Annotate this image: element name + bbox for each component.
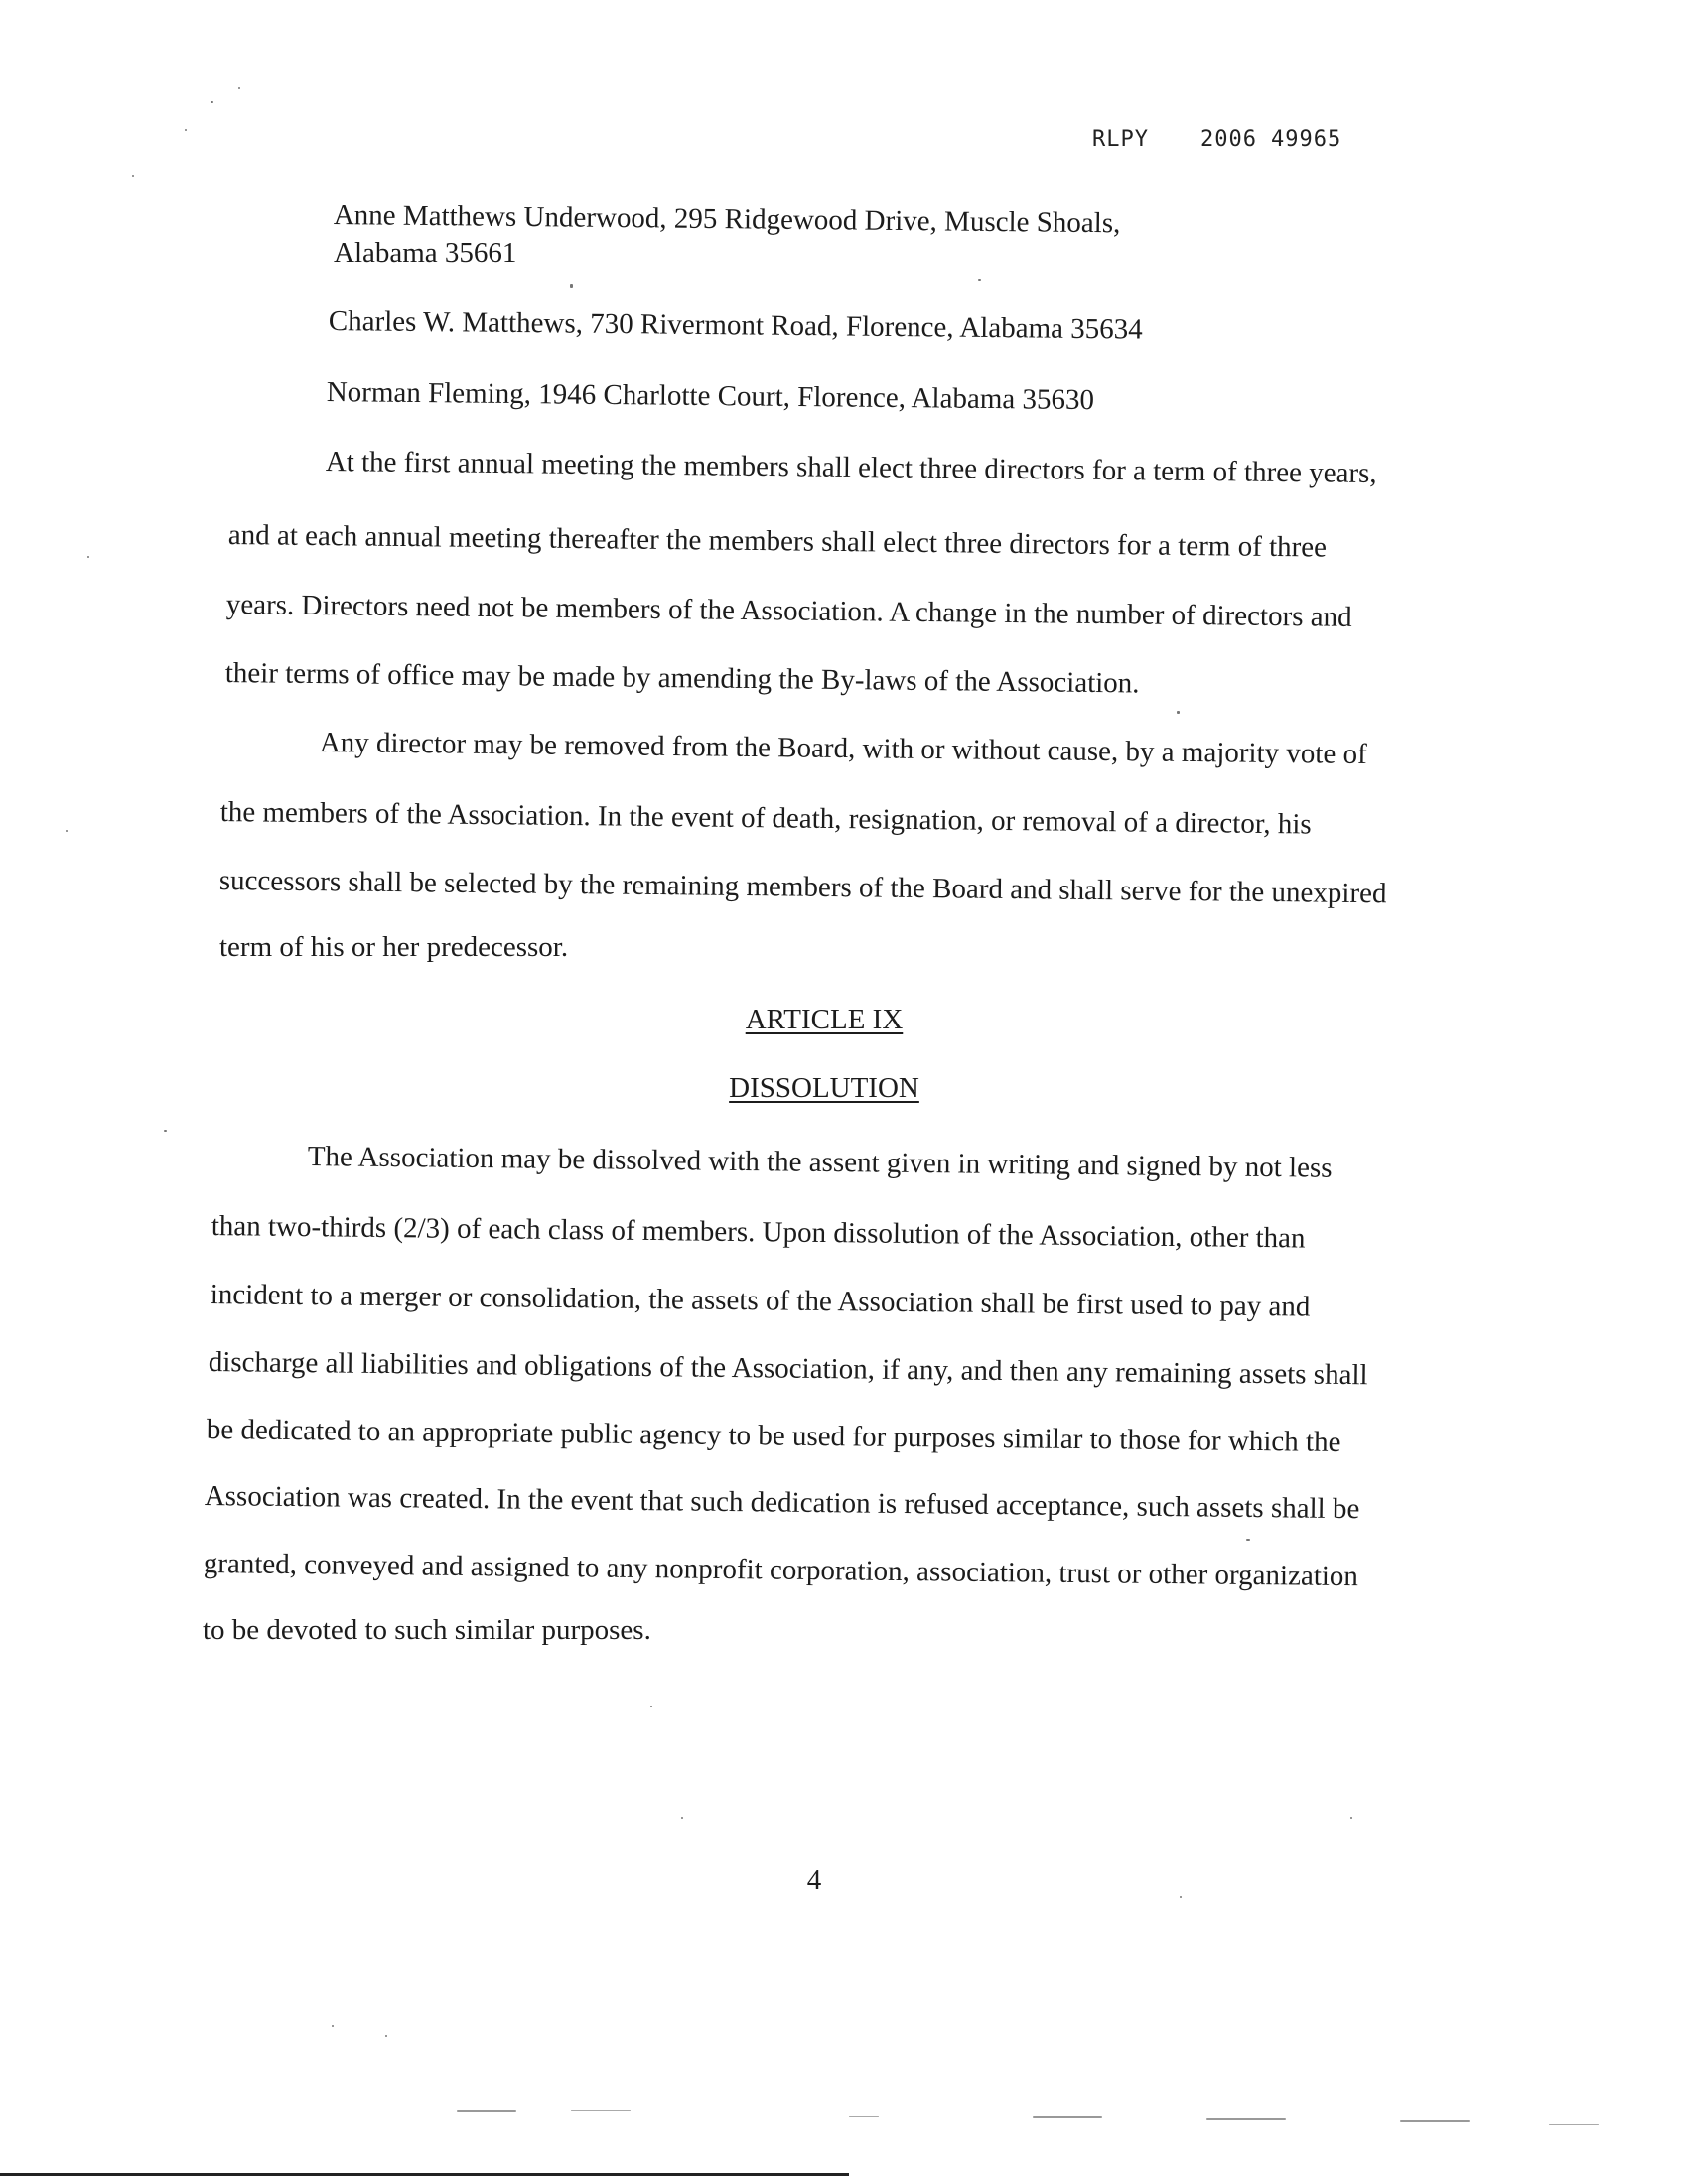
article-number: ARTICLE IX bbox=[745, 1004, 904, 1035]
terms-paragraph-line: years. Directors need not be members of the Association. A change in the number of directors and bbox=[225, 588, 1352, 633]
director-address-fleming: Norman Fleming, 1946 Charlotte Court, Florence, Alabama 35630 bbox=[326, 375, 1095, 417]
scan-speck bbox=[457, 2110, 516, 2112]
scan-speck bbox=[978, 279, 981, 281]
scan-speck bbox=[570, 284, 573, 288]
scan-speck bbox=[1177, 711, 1180, 714]
scan-speck bbox=[1180, 1896, 1182, 1898]
scan-speck bbox=[650, 1706, 652, 1707]
scan-speck bbox=[211, 101, 213, 103]
dissolution-paragraph-line: Association was created. In the event that such dedication is refused acceptance, such assets shall be bbox=[204, 1479, 1360, 1526]
removal-paragraph-line: successors shall be selected by the remaining members of the Board and shall serve for the unexpired bbox=[218, 864, 1387, 910]
scan-speck bbox=[1246, 1539, 1250, 1541]
scan-speck bbox=[132, 175, 134, 177]
scan-speck bbox=[87, 556, 89, 558]
scan-speck bbox=[332, 2025, 334, 2027]
scan-bottom-edge bbox=[0, 2173, 849, 2176]
rlpy-label: RLPY bbox=[1092, 127, 1149, 152]
scan-speck bbox=[1033, 2116, 1102, 2118]
terms-paragraph-line: At the first annual meeting the members shall elect three directors for a term of three years, bbox=[325, 445, 1377, 490]
article-title: DISSOLUTION bbox=[729, 1072, 919, 1104]
scan-speck bbox=[1549, 2124, 1599, 2125]
scan-speck bbox=[1350, 1817, 1352, 1819]
dissolution-paragraph-line: incident to a merger or consolidation, the assets of the Association shall be first used to pay and bbox=[210, 1278, 1311, 1323]
director-address-underwood-cont: Alabama 35661 bbox=[334, 237, 517, 269]
scan-speck bbox=[571, 2110, 631, 2111]
removal-paragraph-line: the members of the Association. In the event of death, resignation, or removal of a director, his bbox=[219, 795, 1312, 841]
scan-speck bbox=[849, 2116, 879, 2117]
scan-speck bbox=[1400, 2120, 1470, 2122]
scan-speck bbox=[1206, 2118, 1286, 2120]
removal-paragraph-line: term of his or her predecessor. bbox=[219, 931, 569, 963]
scan-speck bbox=[185, 129, 187, 131]
recording-year: 2006 bbox=[1199, 127, 1257, 152]
dissolution-paragraph-line: discharge all liabilities and obligations of the Association, if any, and then any remaining assets shall bbox=[208, 1345, 1368, 1392]
page-number: 4 bbox=[806, 1864, 822, 1896]
recording-number: 49965 bbox=[1270, 127, 1342, 152]
removal-paragraph-line: Any director may be removed from the Board, with or without cause, by a majority vote of bbox=[319, 726, 1367, 770]
dissolution-paragraph-line: than two-thirds (2/3) of each class of members. Upon dissolution of the Association, other than bbox=[211, 1209, 1306, 1255]
director-address-underwood: Anne Matthews Underwood, 295 Ridgewood Drive, Muscle Shoals, bbox=[333, 199, 1121, 240]
scan-speck bbox=[385, 2035, 387, 2037]
dissolution-paragraph-line: be dedicated to an appropriate public agency to be used for purposes similar to those for which the bbox=[206, 1413, 1341, 1458]
scan-speck bbox=[238, 87, 240, 89]
scan-speck bbox=[681, 1817, 683, 1819]
director-address-matthews: Charles W. Matthews, 730 Rivermont Road, Florence, Alabama 35634 bbox=[328, 304, 1143, 345]
dissolution-paragraph-line: to be devoted to such similar purposes. bbox=[203, 1614, 651, 1646]
dissolution-paragraph-line: The Association may be dissolved with the assent given in writing and signed by not less bbox=[307, 1140, 1333, 1184]
scan-speck bbox=[164, 1130, 167, 1132]
recording-stamp bbox=[1092, 127, 1341, 152]
dissolution-paragraph-line: granted, conveyed and assigned to any nonprofit corporation, association, trust or other organization bbox=[203, 1547, 1359, 1593]
terms-paragraph-line: their terms of office may be made by amending the By-laws of the Association. bbox=[224, 656, 1140, 700]
terms-paragraph-line: and at each annual meeting thereafter the members shall elect three directors for a term of three bbox=[227, 518, 1328, 564]
scan-speck bbox=[66, 830, 68, 832]
